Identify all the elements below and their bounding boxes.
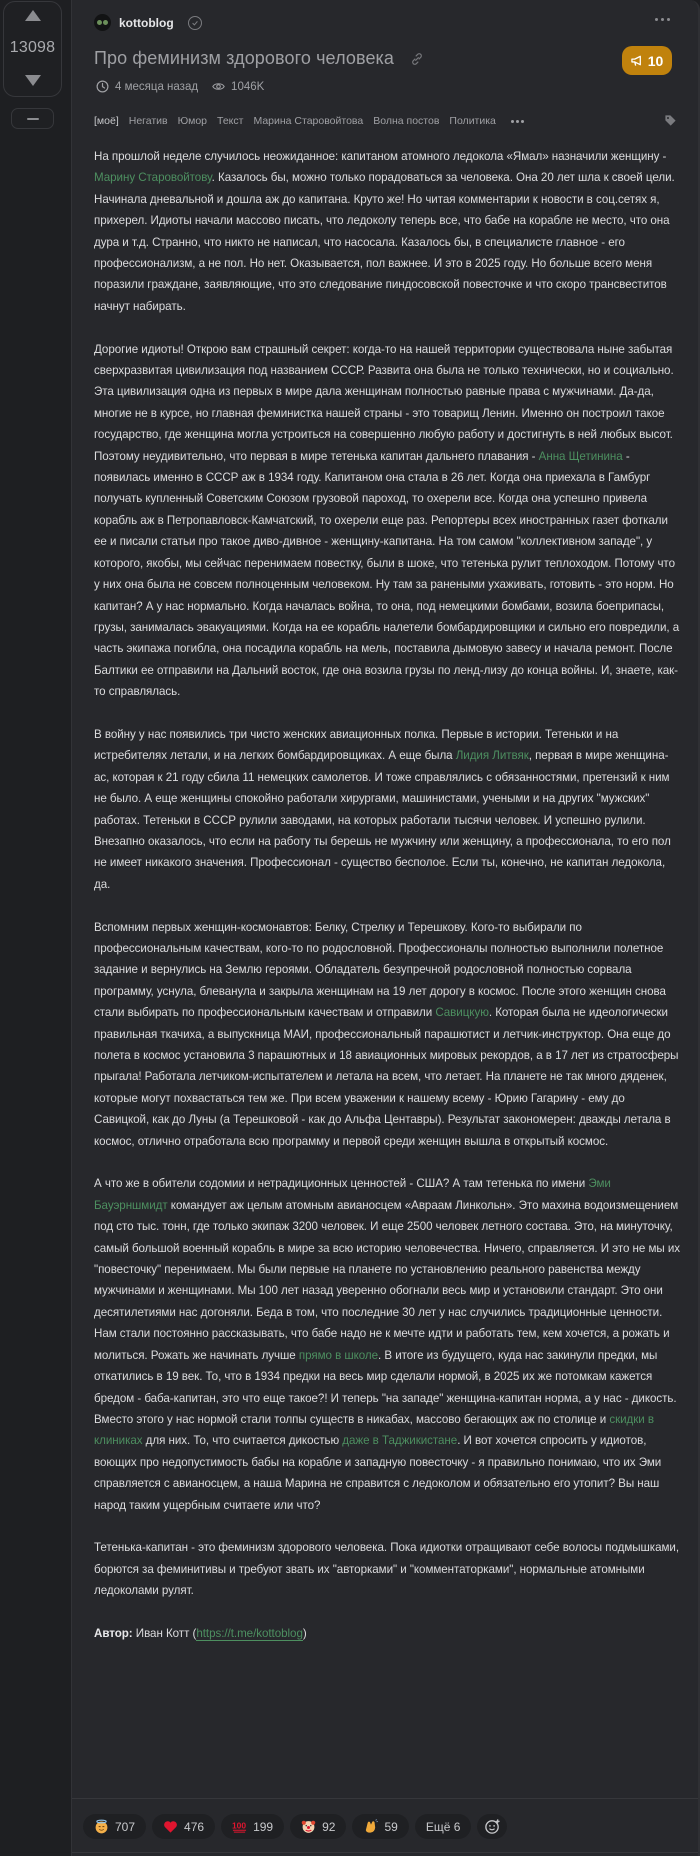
author-row [94, 14, 202, 31]
vote-widget [3, 1, 62, 97]
reaction-clap[interactable]: 59 [352, 1814, 408, 1839]
more-options-icon[interactable] [655, 18, 670, 21]
link-marina-starovoytova[interactable]: Марину Старовойтову [94, 171, 212, 185]
tag-volna-postov[interactable]: Волна постов [373, 115, 440, 127]
avatar[interactable] [94, 14, 111, 31]
paragraph-1: На прошлой неделе случилось неожиданное: капитаном атомного ледокола «Ямал» назначили женщину - Марину Старовойтову. Казалось бы, можно только порадоваться за человека. Она 20 лет шла к своей цели. Начинала дневальной и дошла аж до капитана. Круто же! Но читая комментарии к новости в соц.сетях я, прихерел. Идиоты начали массово писать, что ледоколу теперь все, что бабе на корабле не место, что она дура и т.д. Странно, что никто не написал, что насосала. Казалось бы, в специалисте главное - его профессионализм, а не пол. Но нет. Оказывается, пол важнее. И это в 2025 году. Но больше всего меня поразили граждане, заявляющие, что это следование пиндосовской повесточке и что скоро трансвеститов начнут набирать. [94, 150, 675, 313]
more-tags-icon[interactable] [511, 120, 524, 123]
reactions-bar [83, 1814, 507, 1839]
tag-moe[interactable]: [моё] [94, 115, 119, 127]
link-emi-bauernschmidt[interactable]: Эми Бауэрншмидт [94, 1177, 611, 1212]
clock-icon [96, 80, 109, 93]
paragraph-6: Тетенька-капитан - это феминизм здорового человека. Пока идиотки отращивают себе волосы подмышками, борются за феминитивы и требуют звать их "авторками" и "комментаторками", нормальные атомными ледоколами рулят. [94, 1541, 679, 1598]
red-heart-icon [163, 1819, 178, 1834]
clown-face-icon [301, 1819, 316, 1834]
minus-icon [27, 118, 39, 120]
more-reactions-button[interactable]: Ещё 6 [415, 1814, 472, 1839]
author-name[interactable]: kottoblog [119, 15, 174, 30]
reaction-clown[interactable]: 92 [290, 1814, 346, 1839]
reaction-heart[interactable]: 476 [152, 1814, 215, 1839]
post-time: 4 месяца назад [96, 80, 198, 93]
divider [72, 1798, 698, 1799]
link-savitskaya[interactable]: Савицкую [435, 1006, 489, 1020]
clapping-hands-icon [363, 1819, 378, 1834]
reaction-halo[interactable]: 707 [83, 1814, 146, 1839]
svg-text:100: 100 [232, 1820, 247, 1831]
add-emoji-icon [484, 1818, 501, 1835]
post-content [94, 146, 681, 1666]
megaphone-icon [631, 55, 644, 67]
link-icon[interactable] [410, 52, 424, 66]
post-views: 1046K [212, 80, 264, 93]
link-dazhe-v-tadzhikistane[interactable]: даже в Таджикистане [342, 1434, 458, 1448]
upvote-arrow-icon[interactable] [25, 10, 41, 21]
reaction-hundred[interactable]: 100 199 [221, 1814, 284, 1839]
hundred-points-icon [232, 1819, 247, 1834]
tag-yumor[interactable]: Юмор [177, 115, 208, 127]
post-card [71, 0, 700, 1856]
post-title[interactable]: Про феминизм здорового человека [94, 48, 395, 68]
link-pryamo-v-shkole[interactable]: прямо в школе [298, 1348, 379, 1362]
post-meta [96, 80, 278, 93]
author-credit: Автор: Иван Котт (https://t.me/kottoblog) [94, 1626, 307, 1640]
promo-badge[interactable] [622, 46, 672, 75]
tag-icon[interactable] [664, 114, 677, 127]
promo-count: 10 [647, 52, 664, 69]
tag-marina-starovoytova[interactable]: Марина Старовойтова [253, 115, 364, 127]
author-telegram-link[interactable]: https://t.me/kottoblog [196, 1626, 303, 1640]
vote-count: 13098 [9, 39, 56, 56]
eye-icon [212, 80, 225, 93]
tag-negativ[interactable]: Негатив [128, 115, 168, 127]
paragraph-2: Дорогие идиоты! Открою вам страшный секрет: когда-то на нашей территории существовала ныне забытая сверхразвитая цивилизация под названием СССР. Развита она была не только технически, но и социально. Эта цивилизация одна из первых в мире дала женщинам полностью равные права с мужчинами. Да-да, многие не в курсе, но главная феминистка нашей страны - это товарищ Ленин. Именно он построил такое государство, где женщина могла устроиться на совершенно любую работу и достигнуть в ней любых высот. Поэтому неудивительно, что первая в мире тетенька капитан дальнего плавания - Анна Щетинина - появилась именно в СССР аж в 1934 году. Капитаном она стала в 26 лет. Когда она приехала в Гамбург получать купленный Советским Союзом грузовой пароход, то охерели все. Когда она успешно привела корабль аж в Петропавловск-Камчатский, то охерели еще раз. Репортеры всех иностранных газет фоткали ее и писали статьи про такое диво-дивное - женщину-капитана. На том самом "коллективном западе", у которого, якобы, мы сейчас перенимаем повестку, были в шоке, что тетенька рулит теплоходом. Потому что у них она была не совсем полноценным человеком. Ну там за ранеными ухаживать, готовить - это норм. Но капитан? А у нас нормально. Когда началась война, то она, под немецкими бомбами, возила боеприпасы, грузы, занималась эвакуациями. Когда на ее корабль налетели бомбардировщики и сильно его повредили, а часть экипажа погибла, она посадила корабль на мель, поставила дымовую завесу и начала ремонт. После Балтики ее отправили на Дальний восток, где она возила грузы по ленд-лизу до конца войны. И, знаете, как-то справлялась. [94, 342, 680, 699]
subscribe-check-icon[interactable] [188, 16, 202, 30]
paragraph-3: В войну у нас появились три чисто женских авиационных полка. Первые в истории. Тетеньки и на истребителях летали, и на легких бомбардировщиках. А еще была Лидия Литвяк, первая в мире женщина-ас, которая к 21 году сбила 11 немецких самолетов. И тоже справлялись с обязанностями, претензий к ним не было. А еще женщины спокойно работали хирургами, машинистами, учеными и на других "мужских" работах. Тетеньки в СССР рулили заводами, на которых работали тысячи человек. И успешно рулили. Внезапно оказалось, что если на работу ты берешь не мужчину или женщину, а профессионала, то его пол не имеет никакого значения. Профессионал - существо бесполое. Если ты, конечно, не капитан ледокола, да. [94, 727, 671, 891]
paragraph-5: А что же в обители содомии и нетрадиционных ценностей - США? А там тетенька по имени Эми Бауэрншмидт командует аж целым атомным авианосцем «Авраам Линкольн». Это махина водоизмещением под сто тыс. тонн, где только экипаж 3200 человек. И еще 2500 человек летного состава. Это, на минуточку, самый большой военный корабль в мире за всю историю человечества. Ничего, справляется. И это не мы их "повесточку" перенимаем. Мы были первые на планете по установлению реального равенства между мужчинами и женщинами. Мы 100 лет назад уверенно обогнали весь мир и установили стандарт. Это они десятилетиями нас догоняли. Беда в том, что последние 30 лет у нас случились традиционные ценности. Нам стали постоянно рассказывать, что бабе надо не к мечте идти и работать тем, кем хочется, а рожать и молиться. Рожать же начинать лучше прямо в школе. В итоге из будущего, куда нас закинули предки, мы откатились в 19 век. То, что в 1934 предки на весь мир сделали нормой, в 2025 их же потомкам кажется бредом - баба-капитан, это что еще такое?! И теперь "на западе" женщина-капитан норма, а у нас - дикость. Вместо этого у нас нормой стали толпы существ в никабах, массово бегающих аж по столице и скидки в клиниках для них. То, что считается дикостью даже в Таджикистане. И вот хочется спросить у идиотов, воющих про недопустимость бабы на корабле и западную повесточку - я правильно понимаю, что их Эми справляется с авианосцем, а наша Марина не справится с ледоколом и обязательно его утопит? Вы наш народ таким ущербным считаете или что? [94, 1177, 680, 1512]
paragraph-4: Вспомним первых женщин-космонавтов: Белку, Стрелку и Терешкову. Кого-то выбирали по профессиональным качествам, кого-то по родословной. Профессионалы полностью выполнили полетное задание и вернулись на Землю героями. Обладатель безупречной родословной полностью сорвала программу, уснула, блеванула и закрыла женщинам на 19 лет дорогу в космос. После этого женщин снова стали выбирать по профессиональным качествам и отправили Савицкую. Которая была не идеологически правильная ткачиха, а выпускница МАИ, профессиональный парашютист и летчик-инструктор. Она еще до полета в космос установила 3 парашютных и 18 авиационных мировых рекордов, а в 17 лет из стратосферы прыгала! Работала летчиком-испытателем и летала на всем, что летает. На планете не так много дяденек, которые могут похвастаться тем же. При всем уважении к нашему всему - Юрию Гагарину - ему до Савицкой, как до Луны (а Терешковой - как до Альфа Центавры). Результат закономерен: дважды летала в космос, отлично отработала всю программу и первой среди женщин вышла в открытый космос. [94, 920, 679, 1148]
divider [72, 1852, 698, 1853]
link-anna-shchetinina[interactable]: Анна Щетинина [538, 449, 623, 463]
title-row [94, 48, 424, 69]
tag-tekst[interactable]: Текст [217, 115, 244, 127]
downvote-arrow-icon[interactable] [25, 75, 41, 86]
tag-politika[interactable]: Политика [449, 115, 496, 127]
add-reaction-button[interactable] [477, 1814, 507, 1839]
tags-row [94, 115, 679, 127]
link-skidki-v-klinikah[interactable]: скидки в клиниках [94, 1412, 654, 1448]
smiling-face-with-halo-icon [94, 1819, 109, 1834]
link-lidiya-litvyak[interactable]: Лидия Литвяк [455, 749, 529, 763]
collapse-post-button[interactable] [11, 108, 54, 129]
